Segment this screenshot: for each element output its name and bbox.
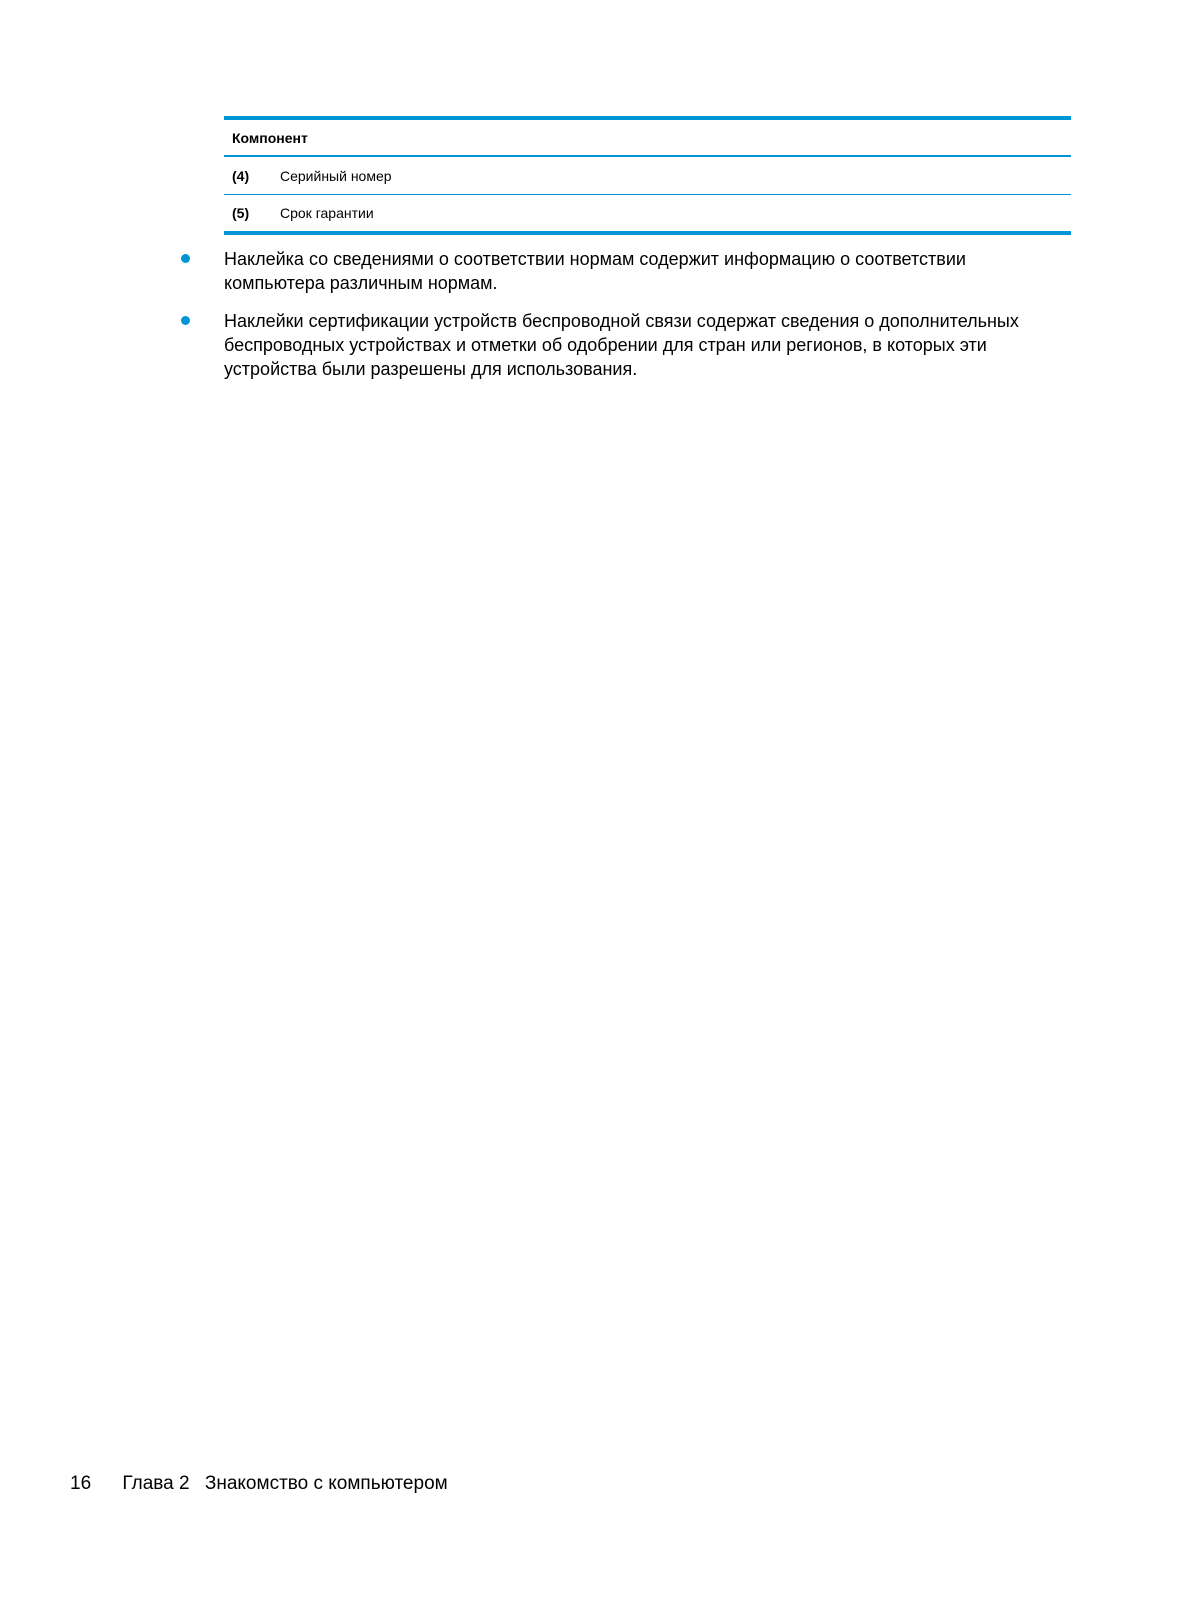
table-header — [224, 120, 1071, 157]
row-label: Срок гарантии — [280, 205, 374, 221]
row-number: (4) — [232, 167, 250, 184]
bullet-text: Наклейка со сведениями о соответствии нормам содержит информацию о соответствии компьютера различным нормам. — [224, 249, 966, 293]
list-item — [178, 309, 1068, 381]
row-label: Серийный номер — [280, 167, 392, 184]
table-header-label: Компонент — [232, 129, 308, 146]
row-number: (5) — [232, 205, 250, 221]
list-item — [178, 247, 1068, 295]
bullet-list — [178, 247, 1068, 395]
bullet-dot-icon — [181, 316, 190, 325]
bullet-text: Наклейки сертификации устройств беспроводной связи содержат сведения о дополнительных беспроводных устройствах и отметки об одобрении для стран или регионов, в которых эти устройства были разрешены для использования. — [224, 311, 1019, 379]
component-table — [224, 116, 1071, 235]
table-row — [224, 157, 1071, 194]
page-number: 16 — [70, 1473, 92, 1494]
chapter-label: Глава 2 — [122, 1473, 190, 1494]
table-row — [224, 194, 1071, 231]
page-footer — [70, 1471, 448, 1497]
chapter-title: Знакомство с компьютером — [204, 1473, 448, 1494]
bullet-dot-icon — [181, 254, 190, 263]
